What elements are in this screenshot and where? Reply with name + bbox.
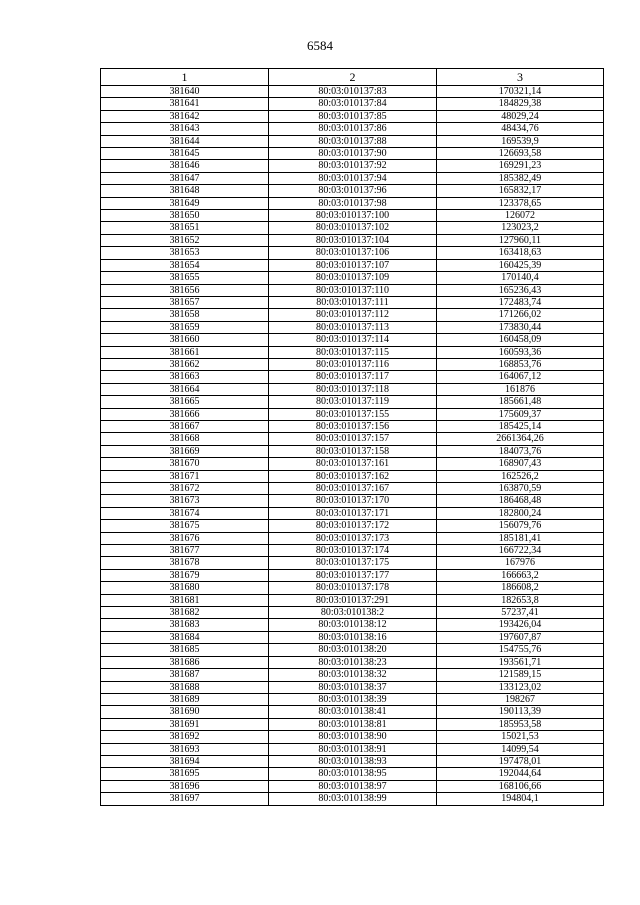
table-row (101, 631, 604, 643)
table-row (101, 110, 604, 122)
table-row (101, 520, 604, 532)
value-cell: 164067,12 (437, 371, 604, 383)
row-number-cell: 381676 (101, 532, 269, 544)
value-cell: 197607,87 (437, 631, 604, 643)
value-cell: 186608,2 (437, 582, 604, 594)
value-cell: 169291,23 (437, 160, 604, 172)
cadastral-number-cell: 80:03:010137:173 (269, 532, 437, 544)
cadastral-number-cell: 80:03:010137:177 (269, 569, 437, 581)
value-cell: 175609,37 (437, 408, 604, 420)
row-number-cell: 381687 (101, 669, 269, 681)
table-row (101, 755, 604, 767)
cadastral-number-cell: 80:03:010137:170 (269, 495, 437, 507)
table-row (101, 607, 604, 619)
cadastral-number-cell: 80:03:010138:20 (269, 644, 437, 656)
table-row (101, 309, 604, 321)
cadastral-number-cell: 80:03:010138:97 (269, 780, 437, 792)
table-row (101, 706, 604, 718)
table-row (101, 185, 604, 197)
table-row (101, 693, 604, 705)
table-row (101, 334, 604, 346)
row-number-cell: 381650 (101, 210, 269, 222)
table-row (101, 731, 604, 743)
cadastral-number-cell: 80:03:010137:84 (269, 98, 437, 110)
row-number-cell: 381663 (101, 371, 269, 383)
value-cell: 185181,41 (437, 532, 604, 544)
table-row (101, 445, 604, 457)
cadastral-number-cell: 80:03:010138:16 (269, 631, 437, 643)
value-cell: 193561,71 (437, 656, 604, 668)
cadastral-number-cell: 80:03:010137:112 (269, 309, 437, 321)
row-number-cell: 381683 (101, 619, 269, 631)
value-cell: 173830,44 (437, 321, 604, 333)
value-cell: 172483,74 (437, 296, 604, 308)
cadastral-number-cell: 80:03:010137:90 (269, 148, 437, 160)
cadastral-number-cell: 80:03:010138:81 (269, 718, 437, 730)
table-row (101, 284, 604, 296)
value-cell: 190113,39 (437, 706, 604, 718)
row-number-cell: 381644 (101, 135, 269, 147)
table-row (101, 768, 604, 780)
cadastral-number-cell: 80:03:010138:95 (269, 768, 437, 780)
table-row (101, 656, 604, 668)
table-row (101, 557, 604, 569)
cadastral-number-cell: 80:03:010137:100 (269, 210, 437, 222)
cadastral-number-cell: 80:03:010137:96 (269, 185, 437, 197)
table-row (101, 681, 604, 693)
value-cell: 165832,17 (437, 185, 604, 197)
cadastral-number-cell: 80:03:010137:104 (269, 234, 437, 246)
table-row (101, 135, 604, 147)
cadastral-number-cell: 80:03:010137:88 (269, 135, 437, 147)
table-row (101, 346, 604, 358)
value-cell: 161876 (437, 383, 604, 395)
table-row (101, 296, 604, 308)
value-cell: 57237,41 (437, 607, 604, 619)
table-row (101, 396, 604, 408)
table-row (101, 470, 604, 482)
row-number-cell: 381651 (101, 222, 269, 234)
row-number-cell: 381662 (101, 358, 269, 370)
row-number-cell: 381696 (101, 780, 269, 792)
table-row (101, 594, 604, 606)
table-row (101, 210, 604, 222)
row-number-cell: 381682 (101, 607, 269, 619)
table-row (101, 234, 604, 246)
cadastral-number-cell: 80:03:010137:106 (269, 247, 437, 259)
cadastral-number-cell: 80:03:010138:23 (269, 656, 437, 668)
cadastral-number-cell: 80:03:010137:85 (269, 110, 437, 122)
table-row (101, 495, 604, 507)
row-number-cell: 381660 (101, 334, 269, 346)
value-cell: 126072 (437, 210, 604, 222)
row-number-cell: 381671 (101, 470, 269, 482)
page-number: 6584 (307, 38, 333, 53)
row-number-cell: 381690 (101, 706, 269, 718)
row-number-cell: 381675 (101, 520, 269, 532)
cadastral-number-cell: 80:03:010137:98 (269, 197, 437, 209)
cadastral-number-cell: 80:03:010137:109 (269, 272, 437, 284)
row-number-cell: 381684 (101, 631, 269, 643)
table-row (101, 545, 604, 557)
cadastral-number-cell: 80:03:010137:118 (269, 383, 437, 395)
cadastral-number-cell: 80:03:010137:174 (269, 545, 437, 557)
row-number-cell: 381693 (101, 743, 269, 755)
row-number-cell: 381646 (101, 160, 269, 172)
table-row (101, 569, 604, 581)
value-cell: 168106,66 (437, 780, 604, 792)
table-row (101, 507, 604, 519)
value-cell: 168907,43 (437, 458, 604, 470)
cadastral-number-cell: 80:03:010137:83 (269, 86, 437, 98)
row-number-cell: 381657 (101, 296, 269, 308)
cadastral-number-cell: 80:03:010138:32 (269, 669, 437, 681)
value-cell: 123023,2 (437, 222, 604, 234)
table-row (101, 433, 604, 445)
column-header-1: 1 (101, 69, 269, 86)
row-number-cell: 381652 (101, 234, 269, 246)
table-row (101, 619, 604, 631)
value-cell: 167976 (437, 557, 604, 569)
table-row (101, 718, 604, 730)
row-number-cell: 381661 (101, 346, 269, 358)
cadastral-number-cell: 80:03:010137:110 (269, 284, 437, 296)
cadastral-number-cell: 80:03:010137:117 (269, 371, 437, 383)
value-cell: 182653,8 (437, 594, 604, 606)
table-row (101, 86, 604, 98)
table-row (101, 358, 604, 370)
table-row (101, 408, 604, 420)
row-number-cell: 381695 (101, 768, 269, 780)
row-number-cell: 381678 (101, 557, 269, 569)
cadastral-number-cell: 80:03:010138:93 (269, 755, 437, 767)
table-header-row (101, 69, 604, 86)
value-cell: 197478,01 (437, 755, 604, 767)
table-row (101, 483, 604, 495)
table-row (101, 272, 604, 284)
table-body (101, 86, 604, 806)
row-number-cell: 381664 (101, 383, 269, 395)
cadastral-number-cell: 80:03:010137:94 (269, 172, 437, 184)
value-cell: 185382,49 (437, 172, 604, 184)
value-cell: 194804,1 (437, 793, 604, 805)
value-cell: 15021,53 (437, 731, 604, 743)
row-number-cell: 381647 (101, 172, 269, 184)
cadastral-number-cell: 80:03:010137:115 (269, 346, 437, 358)
table-row (101, 780, 604, 792)
table-row (101, 371, 604, 383)
row-number-cell: 381688 (101, 681, 269, 693)
value-cell: 184073,76 (437, 445, 604, 457)
column-header-2: 2 (269, 69, 437, 86)
row-number-cell: 381649 (101, 197, 269, 209)
value-cell: 127960,11 (437, 234, 604, 246)
value-cell: 48029,24 (437, 110, 604, 122)
value-cell: 163870,59 (437, 483, 604, 495)
row-number-cell: 381680 (101, 582, 269, 594)
cadastral-number-cell: 80:03:010137:116 (269, 358, 437, 370)
row-number-cell: 381645 (101, 148, 269, 160)
table-row (101, 148, 604, 160)
cadastral-number-cell: 80:03:010137:114 (269, 334, 437, 346)
row-number-cell: 381691 (101, 718, 269, 730)
row-number-cell: 381656 (101, 284, 269, 296)
value-cell: 168853,76 (437, 358, 604, 370)
table-row (101, 669, 604, 681)
cadastral-number-cell: 80:03:010137:157 (269, 433, 437, 445)
value-cell: 154755,76 (437, 644, 604, 656)
row-number-cell: 381692 (101, 731, 269, 743)
value-cell: 169539,9 (437, 135, 604, 147)
value-cell: 186468,48 (437, 495, 604, 507)
row-number-cell: 381697 (101, 793, 269, 805)
cadastral-number-cell: 80:03:010137:92 (269, 160, 437, 172)
cadastral-number-cell: 80:03:010138:37 (269, 681, 437, 693)
cadastral-number-cell: 80:03:010137:178 (269, 582, 437, 594)
row-number-cell: 381694 (101, 755, 269, 767)
row-number-cell: 381672 (101, 483, 269, 495)
value-cell: 170140,4 (437, 272, 604, 284)
cadastral-number-cell: 80:03:010138:99 (269, 793, 437, 805)
cadastral-number-cell: 80:03:010137:162 (269, 470, 437, 482)
table-row (101, 793, 604, 805)
table-row (101, 123, 604, 135)
value-cell: 162526,2 (437, 470, 604, 482)
row-number-cell: 381673 (101, 495, 269, 507)
cadastral-number-cell: 80:03:010137:167 (269, 483, 437, 495)
data-table (100, 68, 604, 806)
table-row (101, 383, 604, 395)
cadastral-number-cell: 80:03:010137:111 (269, 296, 437, 308)
table-row (101, 247, 604, 259)
row-number-cell: 381643 (101, 123, 269, 135)
cadastral-number-cell: 80:03:010137:171 (269, 507, 437, 519)
table-row (101, 259, 604, 271)
row-number-cell: 381659 (101, 321, 269, 333)
row-number-cell: 381681 (101, 594, 269, 606)
row-number-cell: 381674 (101, 507, 269, 519)
cadastral-number-cell: 80:03:010138:91 (269, 743, 437, 755)
table-row (101, 321, 604, 333)
row-number-cell: 381669 (101, 445, 269, 457)
row-number-cell: 381668 (101, 433, 269, 445)
value-cell: 121589,15 (437, 669, 604, 681)
row-number-cell: 381670 (101, 458, 269, 470)
cadastral-number-cell: 80:03:010138:12 (269, 619, 437, 631)
cadastral-number-cell: 80:03:010137:158 (269, 445, 437, 457)
value-cell: 184829,38 (437, 98, 604, 110)
value-cell: 192044,64 (437, 768, 604, 780)
value-cell: 133123,02 (437, 681, 604, 693)
value-cell: 48434,76 (437, 123, 604, 135)
row-number-cell: 381677 (101, 545, 269, 557)
value-cell: 185661,48 (437, 396, 604, 408)
value-cell: 126693,58 (437, 148, 604, 160)
row-number-cell: 381653 (101, 247, 269, 259)
row-number-cell: 381642 (101, 110, 269, 122)
value-cell: 170321,14 (437, 86, 604, 98)
cadastral-number-cell: 80:03:010138:2 (269, 607, 437, 619)
value-cell: 163418,63 (437, 247, 604, 259)
value-cell: 185425,14 (437, 420, 604, 432)
cadastral-number-cell: 80:03:010137:119 (269, 396, 437, 408)
table-row (101, 582, 604, 594)
cadastral-number-cell: 80:03:010138:90 (269, 731, 437, 743)
cadastral-number-cell: 80:03:010137:86 (269, 123, 437, 135)
row-number-cell: 381667 (101, 420, 269, 432)
cadastral-number-cell: 80:03:010137:155 (269, 408, 437, 420)
row-number-cell: 381655 (101, 272, 269, 284)
cadastral-number-cell: 80:03:010137:107 (269, 259, 437, 271)
value-cell: 14099,54 (437, 743, 604, 755)
table-row (101, 743, 604, 755)
row-number-cell: 381658 (101, 309, 269, 321)
value-cell: 160458,09 (437, 334, 604, 346)
value-cell: 2661364,26 (437, 433, 604, 445)
row-number-cell: 381665 (101, 396, 269, 408)
cadastral-number-cell: 80:03:010137:161 (269, 458, 437, 470)
row-number-cell: 381641 (101, 98, 269, 110)
row-number-cell: 381648 (101, 185, 269, 197)
table-row (101, 98, 604, 110)
row-number-cell: 381666 (101, 408, 269, 420)
table-row (101, 222, 604, 234)
table-row (101, 532, 604, 544)
value-cell: 166663,2 (437, 569, 604, 581)
value-cell: 160593,36 (437, 346, 604, 358)
value-cell: 193426,04 (437, 619, 604, 631)
value-cell: 160425,39 (437, 259, 604, 271)
value-cell: 156079,76 (437, 520, 604, 532)
table-row (101, 420, 604, 432)
value-cell: 185953,58 (437, 718, 604, 730)
cadastral-number-cell: 80:03:010137:172 (269, 520, 437, 532)
row-number-cell: 381689 (101, 693, 269, 705)
cadastral-number-cell: 80:03:010138:39 (269, 693, 437, 705)
cadastral-number-cell: 80:03:010138:41 (269, 706, 437, 718)
table-row (101, 458, 604, 470)
table-row (101, 197, 604, 209)
table-row (101, 644, 604, 656)
cadastral-number-cell: 80:03:010137:113 (269, 321, 437, 333)
cadastral-number-cell: 80:03:010137:156 (269, 420, 437, 432)
row-number-cell: 381679 (101, 569, 269, 581)
value-cell: 165236,43 (437, 284, 604, 296)
value-cell: 171266,02 (437, 309, 604, 321)
table-row (101, 160, 604, 172)
cadastral-number-cell: 80:03:010137:102 (269, 222, 437, 234)
value-cell: 166722,34 (437, 545, 604, 557)
row-number-cell: 381640 (101, 86, 269, 98)
value-cell: 198267 (437, 693, 604, 705)
row-number-cell: 381654 (101, 259, 269, 271)
row-number-cell: 381686 (101, 656, 269, 668)
row-number-cell: 381685 (101, 644, 269, 656)
cadastral-number-cell: 80:03:010137:175 (269, 557, 437, 569)
column-header-3: 3 (437, 69, 604, 86)
value-cell: 123378,65 (437, 197, 604, 209)
cadastral-number-cell: 80:03:010137:291 (269, 594, 437, 606)
value-cell: 182800,24 (437, 507, 604, 519)
table-row (101, 172, 604, 184)
